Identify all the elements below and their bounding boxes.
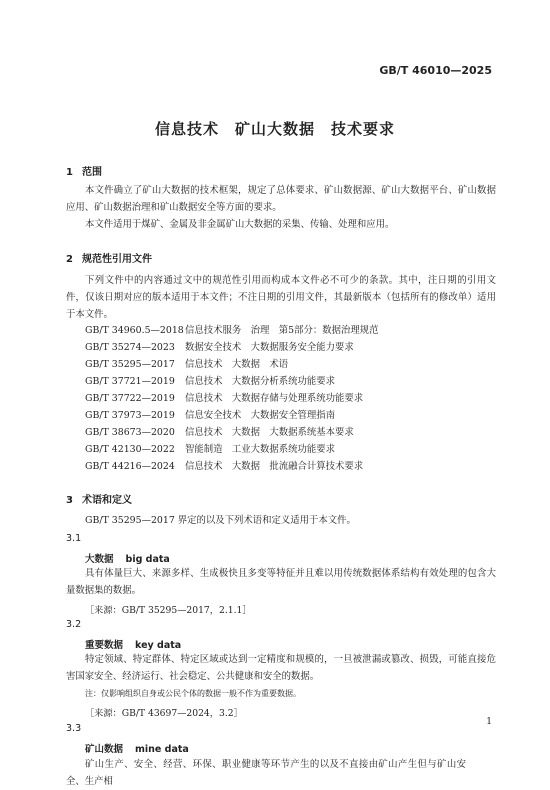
section-1-heading bbox=[66, 163, 102, 178]
reference-code: GB/T 38673—2020 bbox=[85, 427, 175, 438]
term-source: ［来源：GB/T 35295—2017，2.1.1］ bbox=[85, 605, 252, 616]
reference-code: GB/T 37973—2019 bbox=[85, 410, 175, 421]
section-3-paragraph: GB/T 35295—2017 界定的以及下列术语和定义适用于本文件。 bbox=[85, 515, 356, 526]
reference-title: 信息安全技术 大数据安全管理指南 bbox=[185, 410, 336, 421]
document-title: 信息技术 矿山大数据 技术要求 bbox=[154, 120, 395, 138]
term-zh: 重要数据 bbox=[85, 640, 124, 651]
section-1-paragraph-2: 本文件适用于煤矿、金属及非金属矿山大数据的采集、传输、处理和应用。 bbox=[85, 219, 395, 230]
reference-code: GB/T 35295—2017 bbox=[85, 359, 175, 370]
reference-title: 信息技术 大数据 大数据系统基本要求 bbox=[185, 427, 354, 438]
reference-title: 智能制造 工业大数据系统功能要求 bbox=[185, 444, 336, 455]
reference-title: 数据安全技术 大数据服务安全能力要求 bbox=[185, 342, 354, 353]
section-number: 2 bbox=[66, 254, 73, 265]
term-zh: 矿山数据 bbox=[85, 744, 124, 755]
reference-title: 信息技术 大数据分析系统功能要求 bbox=[185, 376, 336, 387]
reference-item bbox=[85, 424, 354, 438]
section-title: 范围 bbox=[82, 167, 102, 178]
reference-item bbox=[85, 373, 335, 387]
section-number: 3 bbox=[66, 495, 73, 506]
term-zh: 大数据 bbox=[85, 554, 114, 565]
term-heading bbox=[85, 551, 170, 565]
term-heading bbox=[85, 741, 189, 755]
reference-code: GB/T 42130—2022 bbox=[85, 444, 175, 455]
reference-code: GB/T 37721—2019 bbox=[85, 376, 175, 387]
section-title: 术语和定义 bbox=[82, 495, 132, 506]
reference-item bbox=[85, 390, 363, 404]
term-number: 3.1 bbox=[66, 533, 82, 544]
section-2-heading bbox=[66, 250, 152, 265]
reference-code: GB/T 37722—2019 bbox=[85, 393, 175, 404]
term-en: key data bbox=[135, 640, 182, 651]
section-1-paragraph-1: 本文件确立了矿山大数据的技术框架，规定了总体要求、矿山数据源、矿山大数据平台、矿山数据应用、矿山数据治理和矿山数据安全等方面的要求。 bbox=[66, 185, 496, 213]
section-3-heading bbox=[66, 491, 132, 506]
term-en: big data bbox=[125, 554, 170, 565]
term-source: ［来源：GB/T 43697—2024，3.2］ bbox=[85, 708, 243, 719]
term-en: mine data bbox=[135, 744, 189, 755]
reference-title: 信息技术 大数据存储与处理系统功能要求 bbox=[185, 393, 364, 404]
reference-item bbox=[85, 441, 335, 455]
reference-item bbox=[85, 407, 335, 421]
reference-item bbox=[85, 322, 378, 336]
term-definition: 特定领域、特定群体、特定区域或达到一定精度和规模的，一旦被泄漏或篡改、损毁，可能直接危害国家安全、经济运行、社会稳定、公共健康和安全的数据。 bbox=[66, 654, 496, 682]
term-heading bbox=[85, 637, 181, 651]
reference-item bbox=[85, 458, 363, 472]
section-2-paragraph: 下列文件中的内容通过文中的规范性引用而构成本文件必不可少的条款。其中，注日期的引用文件，仅该日期对应的版本适用于本文件；不注日期的引用文件，其最新版本（包括所有的修改单）适用于本文件。 bbox=[66, 275, 496, 320]
reference-item bbox=[85, 339, 354, 353]
reference-title: 信息技术服务 治理 第5部分：数据治理规范 bbox=[185, 325, 379, 336]
term-definition: 矿山生产、安全、经营、环保、职业健康等环节产生的以及不直接由矿山产生但与矿山安全、生产相 bbox=[66, 759, 466, 787]
reference-title: 信息技术 大数据 批流融合计算技术要求 bbox=[185, 461, 364, 472]
standard-number: GB/T 46010—2025 bbox=[379, 64, 492, 77]
reference-code: GB/T 44216—2024 bbox=[85, 461, 175, 472]
reference-item bbox=[85, 356, 288, 370]
term-number: 3.2 bbox=[66, 619, 82, 630]
reference-code: GB/T 35274—2023 bbox=[85, 342, 175, 353]
section-number: 1 bbox=[66, 167, 73, 178]
term-definition: 具有体量巨大、来源多样、生成极快且多变等特征并且难以用传统数据体系结构有效处理的包含大量数据集的数据。 bbox=[66, 568, 496, 596]
reference-title: 信息技术 大数据 术语 bbox=[185, 359, 289, 370]
page-number: 1 bbox=[486, 717, 492, 727]
term-note: 注：仅影响组织自身或公民个体的数据一般不作为重要数据。 bbox=[85, 689, 301, 698]
term-number: 3.3 bbox=[66, 723, 82, 734]
reference-code: GB/T 34960.5—2018 bbox=[85, 325, 184, 336]
section-title: 规范性引用文件 bbox=[82, 254, 152, 265]
